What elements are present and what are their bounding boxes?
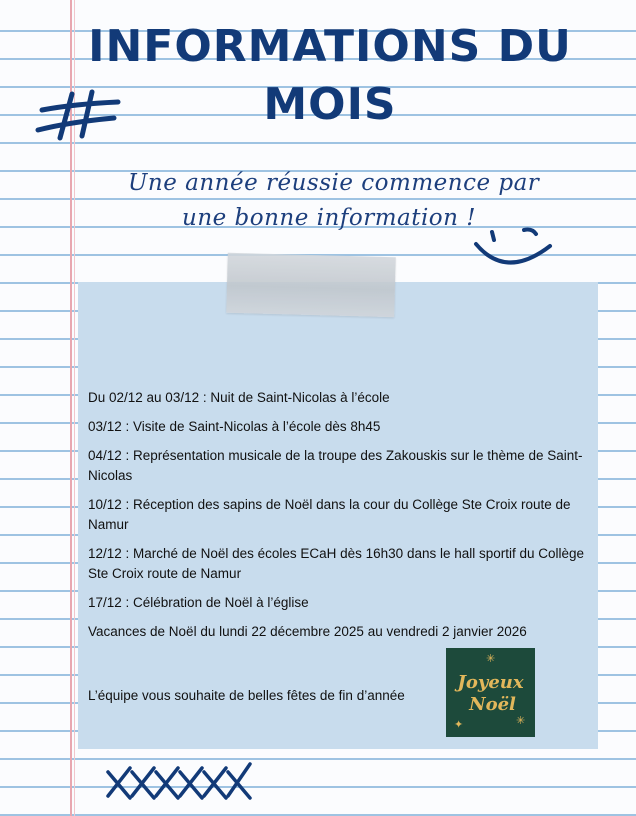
list-item: Vacances de Noël du lundi 22 décembre 2025 au vendredi 2 janvier 2026 [88, 624, 527, 639]
list-item: Du 02/12 au 03/12 : Nuit de Saint-Nicolas à l’école [88, 390, 390, 405]
list-item: 12/12 : Marché de Noël des écoles ECaH dès 16h30 dans le hall sportif du Collège Ste Croix route de Namur [88, 546, 585, 581]
page-title-line-2: MOIS [263, 79, 397, 130]
joyeux-text: Joyeux [457, 672, 524, 693]
tape-strip [226, 253, 396, 317]
info-card [78, 282, 598, 749]
cross-marks-doodle [100, 758, 260, 804]
page-title-line-1: INFORMATIONS DU [88, 21, 572, 72]
list-item: 10/12 : Réception des sapins de Noël dans la cour du Collège Ste Croix route de Namur [88, 497, 571, 532]
candy-cane-icon: ✦ [454, 719, 464, 731]
list-item: 03/12 : Visite de Saint-Nicolas à l’école dès 8h45 [88, 419, 381, 434]
subtitle-line-1: Une année réussie commence par [128, 170, 540, 196]
hashtag-doodle-icon [34, 88, 124, 144]
list-item: 04/12 : Représentation musicale de la troupe des Zakouskis sur le thème de Saint-Nicolas [88, 448, 583, 483]
event-list [88, 388, 588, 651]
star-icon: ✳ [516, 715, 526, 727]
list-item: 17/12 : Célébration de Noël à l’église [88, 595, 309, 610]
star-icon: ✳ [486, 653, 496, 665]
noel-text: Noël [469, 694, 516, 715]
season-greetings: L’équipe vous souhaite de belles fêtes de fin d’année [88, 688, 405, 703]
joyeux-noel-image [446, 648, 535, 737]
subtitle-line-2: une bonne information ! [182, 205, 477, 231]
wink-smiley-icon [470, 210, 560, 272]
